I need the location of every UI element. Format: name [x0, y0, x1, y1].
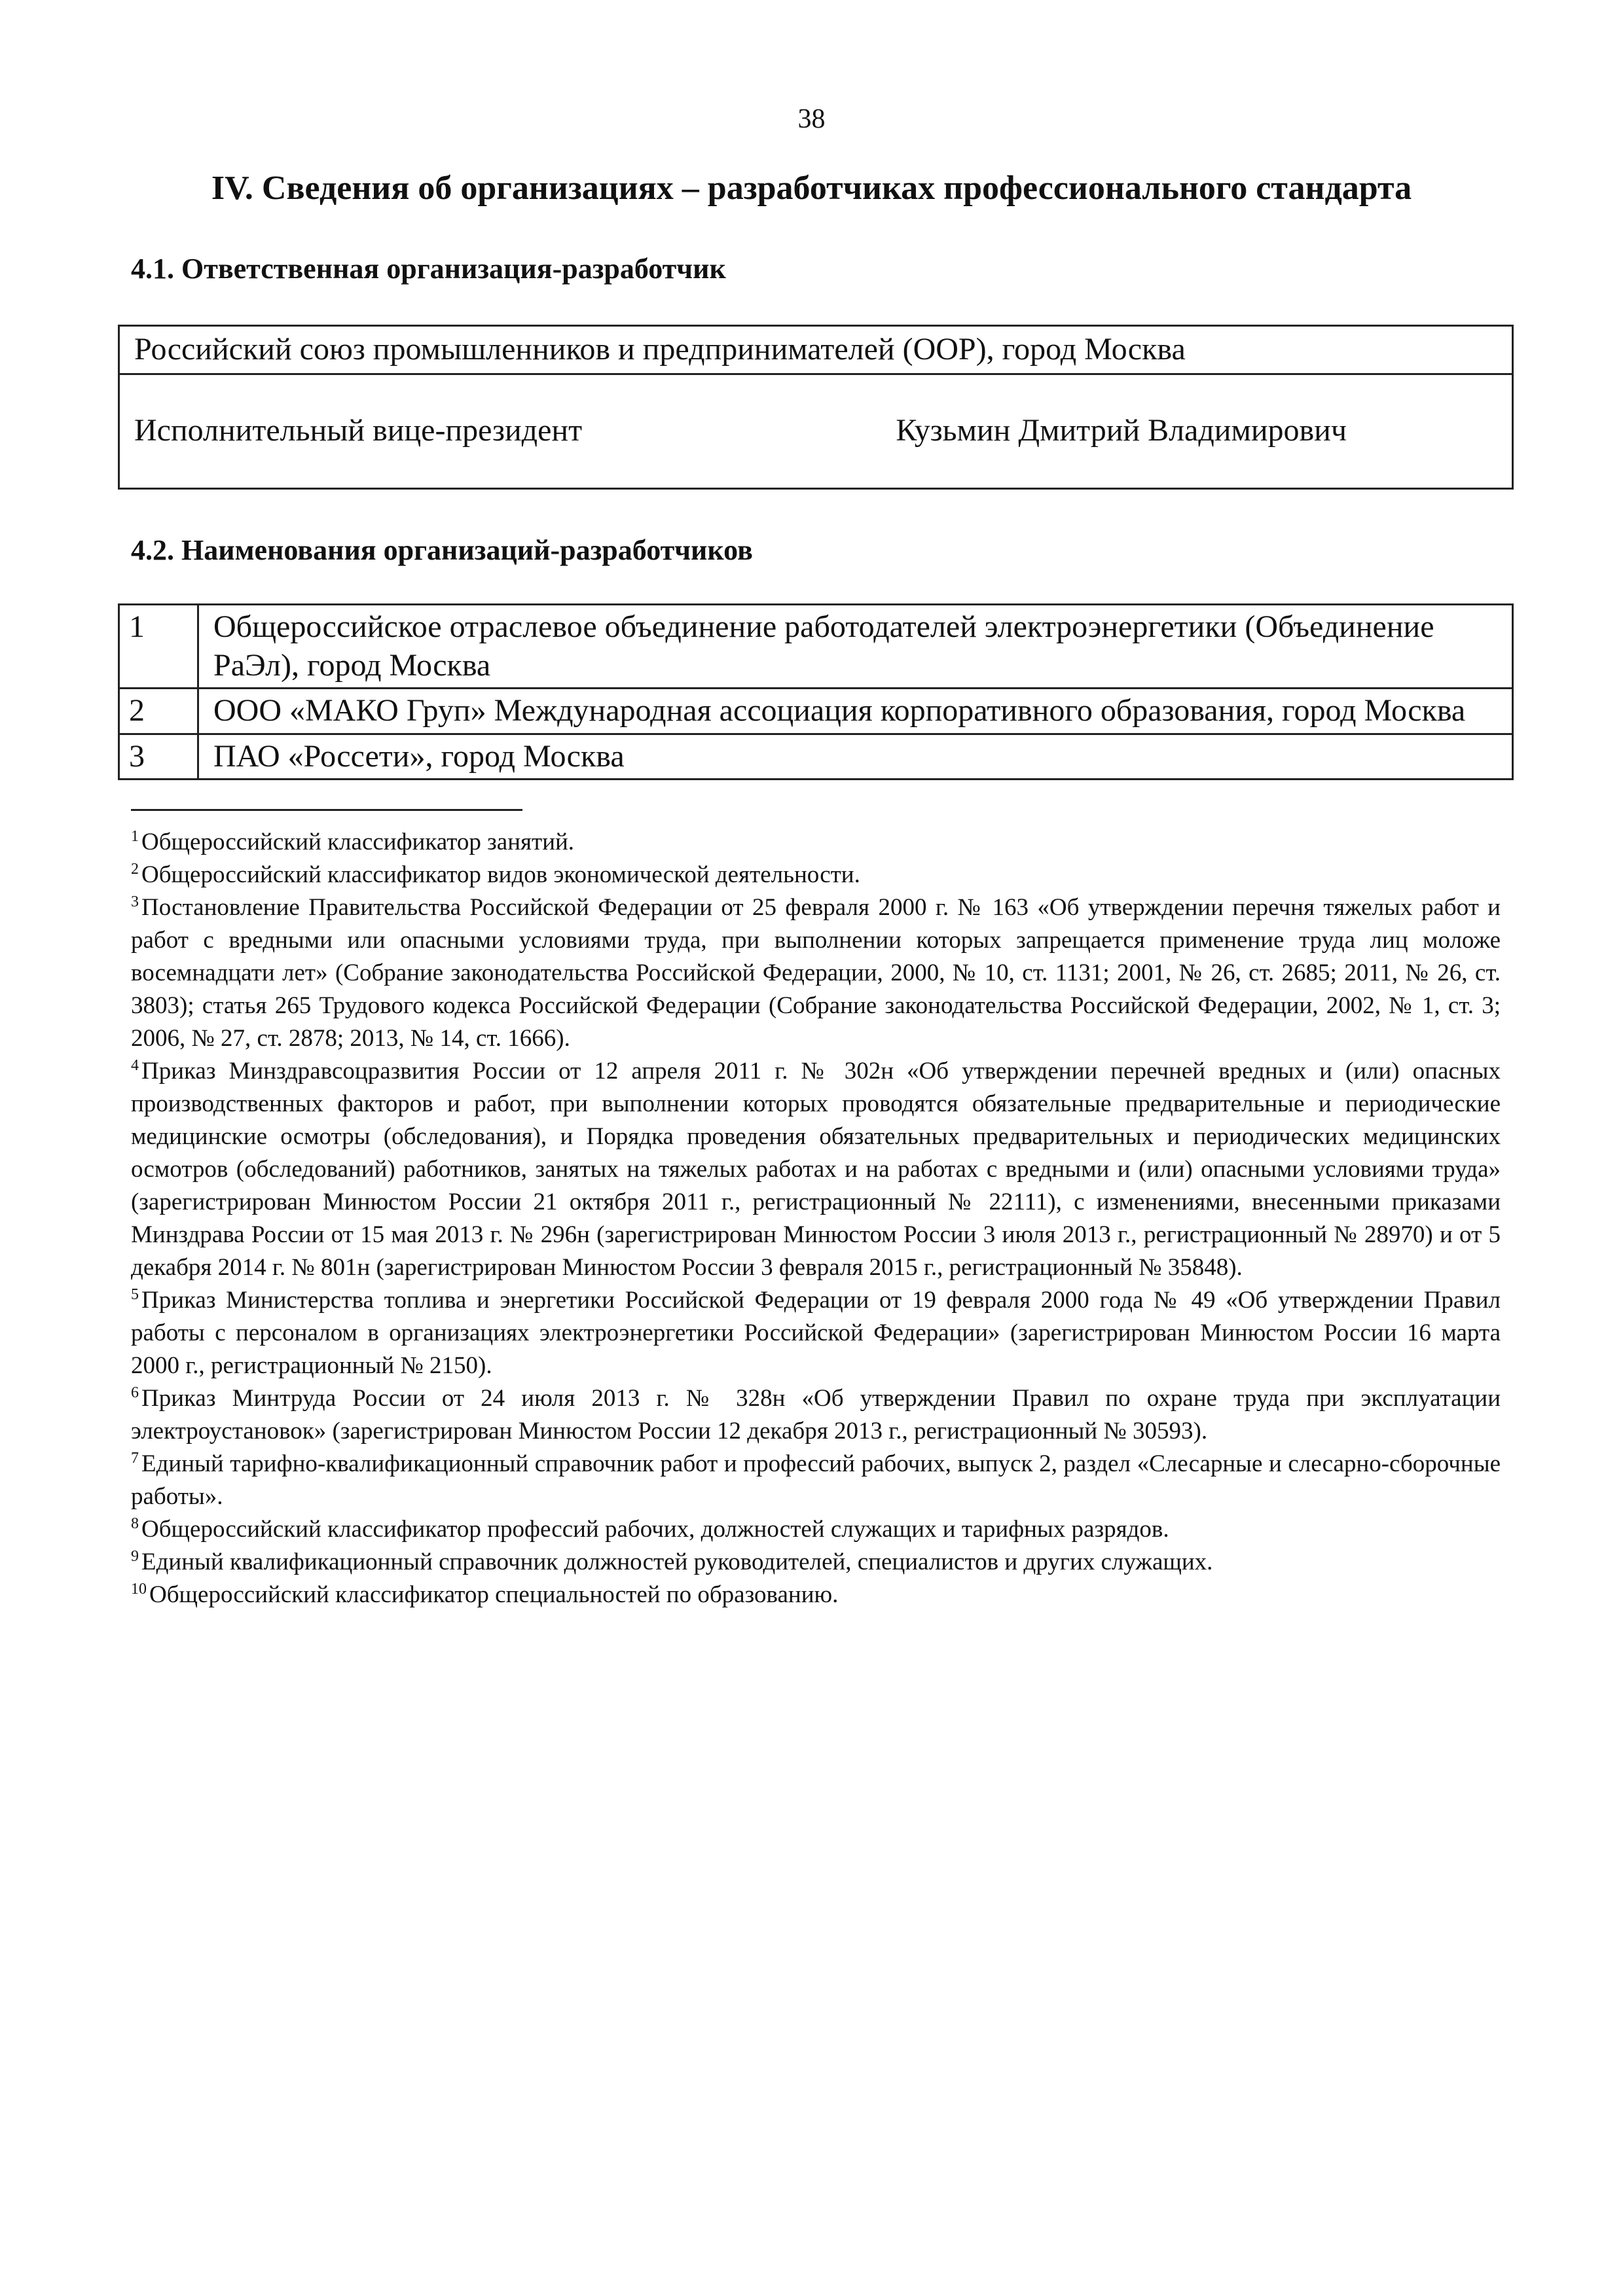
row-number: 2 [119, 689, 198, 734]
footnote [131, 1546, 1501, 1579]
responsible-org-table [118, 325, 1514, 490]
footnote-text: Единый тарифно-квалификационный справочник работ и профессий рабочих, выпуск 2, раздел «Слесарные и слесарно-сборочные работы». [131, 1450, 1501, 1510]
footnote-mark: 8 [131, 1515, 139, 1532]
footnote-mark: 1 [131, 827, 139, 845]
section-title: IV. Сведения об организациях – разработчиках профессионального стандарта [211, 170, 1412, 207]
org-name: Общероссийское отраслевое объединение работодателей электроэнергетики (Объединение РаЭл), город Москва [198, 605, 1513, 689]
footnote-text: Общероссийский классификатор занятий. [141, 829, 575, 855]
footnote-mark: 6 [131, 1384, 139, 1401]
footnote-divider [131, 809, 522, 811]
org-name: ПАО «Россети», город Москва [198, 734, 1513, 780]
footnote-text: Единый квалификационный справочник должностей руководителей, специалистов и других служащих. [141, 1549, 1213, 1575]
footnote-mark: 3 [131, 893, 139, 910]
signatory-name: Кузьмин Дмитрий Владимирович [896, 413, 1347, 448]
footnote-mark: 7 [131, 1449, 139, 1467]
responsible-org-name: Российский союз промышленников и предпринимателей (ООР), город Москва [119, 326, 1513, 374]
responsible-org-heading: 4.1. Ответственная организация-разработчик [131, 253, 726, 285]
footnote-text: Приказ Министерства топлива и энергетики Российской Федерации от 19 февраля 2000 года № 49 «Об утверждении Правил работы с персоналом в организациях электроэнергетики Российской Федерации» (зарегистрирован Минюстом России 16 марта 2000 г., регистрационный № 2150). [131, 1287, 1501, 1379]
footnote-text: Приказ Минтруда России от 24 июля 2013 г. № 328н «Об утверждении Правил по охране труда при эксплуатации электроустановок» (зарегистрирован Минюстом России 12 декабря 2013 г., регистрационный № 30593). [131, 1385, 1501, 1444]
table-row [119, 689, 1513, 734]
footnote [131, 1513, 1501, 1546]
footnote [131, 1055, 1501, 1284]
row-number: 3 [119, 734, 198, 780]
footnote-text: Общероссийский классификатор профессий рабочих, должностей служащих и тарифных разрядов. [141, 1516, 1169, 1543]
footnotes [131, 826, 1501, 1611]
footnote-text: Общероссийский классификатор специальностей по образованию. [149, 1581, 839, 1608]
page-number: 38 [797, 104, 826, 134]
footnote [131, 826, 1501, 859]
responsible-signatory-cell [119, 374, 1513, 488]
footnote-mark: 2 [131, 860, 139, 878]
footnote-mark: 5 [131, 1285, 139, 1303]
footnote-text: Общероссийский классификатор видов экономической деятельности. [141, 861, 860, 888]
footnote [131, 1579, 1501, 1611]
footnote-text: Приказ Минздравсоцразвития России от 12 апреля 2011 г. № 302н «Об утверждении перечней вредных и (или) опасных производственных факторов и работ, при выполнении которых проводятся обязательные предварительные и периодические медицинские осмотры (обследования), и Порядка проведения обязательных предварительных и периодических медицинских осмотров (обследований) работников, занятых на тяжелых работах и на работах с вредными и (или) опасными условиями труда» (зарегистрирован Минюстом России 21 октября 2011 г., регистрационный № 22111), с изменениями, внесенными приказами Минздрава России от 15 мая 2013 г. № 296н (зарегистрирован Минюстом России 3 июля 2013 г., регистрационный № 28970) и от 5 декабря 2014 г. № 801н (зарегистрирован Минюстом России 3 февраля 2015 г., регистрационный № 35848). [131, 1058, 1501, 1281]
table-row [119, 734, 1513, 780]
row-number: 1 [119, 605, 198, 689]
footnote-mark: 4 [131, 1056, 139, 1074]
footnote-mark: 10 [131, 1580, 147, 1598]
developer-orgs-table [118, 603, 1514, 780]
footnote [131, 891, 1501, 1055]
signatory-position: Исполнительный вице-президент [134, 413, 583, 448]
footnote-text: Постановление Правительства Российской Федерации от 25 февраля 2000 г. № 163 «Об утверждении перечня тяжелых работ и работ с вредными или опасными условиями труда, при выполнении которых запрещается применение труда лиц моложе восемнадцати лет» (Собрание законодательства Российской Федерации, 2000, № 10, ст. 1131; 2001, № 26, ст. 2685; 2011, № 26, ст. 3803); статья 265 Трудового кодекса Российской Федерации (Собрание законодательства Российской Федерации, 2002, № 1, ст. 3; 2006, № 27, ст. 2878; 2013, № 14, ст. 1666). [131, 894, 1501, 1052]
footnote [131, 1284, 1501, 1382]
developer-orgs-heading: 4.2. Наименования организаций-разработчиков [131, 534, 753, 566]
org-name: ООО «МАКО Груп» Международная ассоциация корпоративного образования, город Москва [198, 689, 1513, 734]
footnote-mark: 9 [131, 1547, 139, 1565]
footnote [131, 1382, 1501, 1448]
table-row [119, 605, 1513, 689]
footnote [131, 1448, 1501, 1513]
footnote [131, 859, 1501, 891]
